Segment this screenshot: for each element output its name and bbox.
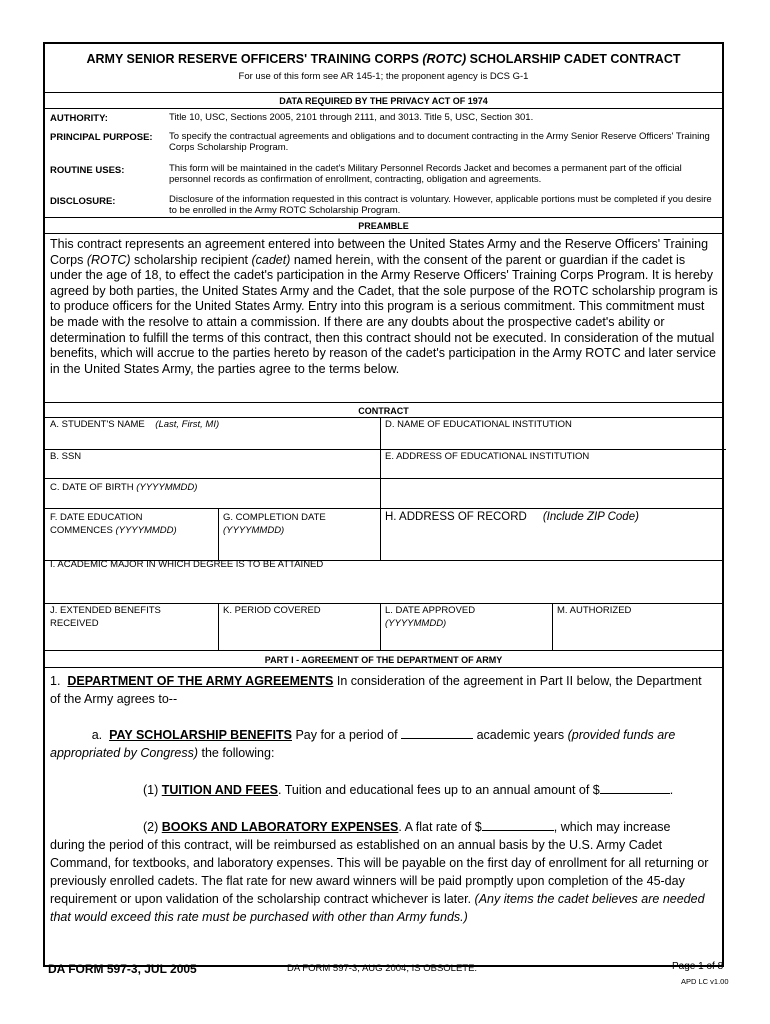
field-date-of-birth[interactable]: C. DATE OF BIRTH (YYYYMMDD) bbox=[50, 482, 198, 493]
divider bbox=[218, 508, 219, 560]
section-1a-2-first-line: (2) BOOKS AND LABORATORY EXPENSES. A flat rate of $ , which may increase bbox=[143, 820, 671, 834]
page-number: Page 1 of 8 bbox=[672, 961, 724, 972]
privacy-heading: DATA REQUIRED BY THE PRIVACY ACT OF 1974 bbox=[279, 96, 488, 106]
field-student-name[interactable]: A. STUDENT'S NAME (Last, First, MI) bbox=[50, 419, 220, 430]
field-extended-benefits[interactable]: J. EXTENDED BENEFITS RECEIVED bbox=[50, 605, 161, 629]
purpose-text: To specify the contractual agreements and obligations and to document contracting in the Army Senior Reserve Officers' Training Corps Scholarship Program. bbox=[169, 131, 710, 153]
contract-heading: CONTRACT bbox=[358, 406, 409, 416]
divider bbox=[45, 402, 722, 403]
divider bbox=[45, 108, 722, 109]
form-title: ARMY SENIOR RESERVE OFFICERS' TRAINING CORPS (ROTC) SCHOLARSHIP CADET CONTRACT bbox=[86, 52, 681, 66]
authority-label: AUTHORITY: bbox=[50, 113, 108, 124]
divider bbox=[45, 478, 722, 479]
field-date-approved[interactable]: L. DATE APPROVED (YYYYMMDD) bbox=[385, 605, 476, 629]
authority-text: Title 10, USC, Sections 2005, 2101 through 2111, and 3013. Title 5, USC, Section 301. bbox=[169, 112, 534, 123]
field-academic-major[interactable]: I. ACADEMIC MAJOR IN WHICH DEGREE IS TO BE ATTAINED bbox=[50, 559, 324, 570]
preamble-heading: PREAMBLE bbox=[358, 221, 409, 231]
divider bbox=[45, 508, 722, 509]
form-frame bbox=[43, 42, 724, 967]
form-subtitle: For use of this form see AR 145-1; the proponent agency is DCS G-1 bbox=[238, 71, 529, 82]
tuition-amount-field[interactable] bbox=[600, 782, 670, 794]
divider bbox=[552, 603, 553, 650]
section-1a-1: (1) TUITION AND FEES. Tuition and educational fees up to an annual amount of $ . bbox=[143, 783, 674, 797]
part1-heading: PART I - AGREEMENT OF THE DEPARTMENT OF ARMY bbox=[264, 655, 503, 665]
field-completion-date[interactable]: G. COMPLETION DATE (YYYYMMDD) bbox=[223, 512, 326, 536]
field-institution-name[interactable]: D. NAME OF EDUCATIONAL INSTITUTION bbox=[385, 419, 572, 430]
obsolete-note: DA FORM 597-3, AUG 2004, IS OBSOLETE. bbox=[287, 963, 478, 974]
divider bbox=[45, 449, 381, 450]
routine-uses-text: This form will be maintained in the cadet's Military Personnel Records Jacket and becomes a permanent part of the official personnel records as confirmation of enrollment, contracting, obligation and agreements. bbox=[169, 163, 682, 185]
field-address-of-record[interactable]: H. ADDRESS OF RECORD (Include ZIP Code) bbox=[385, 511, 639, 523]
disclosure-label: DISCLOSURE: bbox=[50, 196, 116, 207]
field-authorized[interactable]: M. AUTHORIZED bbox=[557, 605, 632, 616]
academic-years-field[interactable] bbox=[401, 727, 473, 739]
disclosure-text: Disclosure of the information requested in this contract is voluntary. However, applicable portions must be completed if you desire to be enrolled in the Army ROTC Scholarship Program. bbox=[169, 194, 712, 216]
divider bbox=[218, 603, 219, 650]
form-id: DA FORM 597-3, JUL 2005 bbox=[48, 962, 197, 976]
section-1a-2-body: during the period of this contract, will be reimbursed as established on an annual basis by the U.S. Army Cadet Command, for textbooks, and laboratory expenses. This will be payable on the first day of enrollment for all returning or previously enrolled cadets. The flat rate for new award winners will be paid promptly upon completion of the 45-day requirement or upon validation of the scholarship contract whichever is later. (Any items the cadet believes are needed that would exceed this rate must be purchased with other than Army funds.) bbox=[50, 838, 709, 924]
section-1: 1. DEPARTMENT OF THE ARMY AGREEMENTS In consideration of the agreement in Part II below, the Department of the Army agrees to-- bbox=[50, 674, 702, 706]
divider bbox=[45, 233, 722, 234]
divider bbox=[45, 650, 722, 651]
field-period-covered[interactable]: K. PERIOD COVERED bbox=[223, 605, 321, 616]
divider bbox=[380, 603, 381, 650]
divider bbox=[45, 217, 722, 218]
section-1a: a. PAY SCHOLARSHIP BENEFITS Pay for a period of academic years (provided funds are appropriated by Congress) the following: bbox=[50, 728, 676, 760]
field-institution-address[interactable]: E. ADDRESS OF EDUCATIONAL INSTITUTION bbox=[385, 451, 590, 462]
routine-uses-label: ROUTINE USES: bbox=[50, 165, 125, 176]
divider bbox=[380, 417, 381, 560]
field-date-education-commences[interactable]: F. DATE EDUCATION COMMENCES (YYYYMMDD) bbox=[50, 512, 177, 536]
divider bbox=[45, 667, 722, 668]
divider bbox=[45, 92, 722, 93]
preamble-text: This contract represents an agreement entered into between the United States Army and the Reserve Officers' Training Corps (ROTC) scholarship recipient (cadet) named herein, with the consent of the parent or guardian if the cadet is under the age of 18, to effect the cadet's participation in the Army Reserve Officers' Training Corps Program. It is hereby agreed by both parties, the United States Army and the Cadet, that the sole purpose of the ROTC scholarship program is to produce officers for the United States Army. Entry into this program is a serious commitment. This commitment must be made with the resolve to attain a commission. If there are any doubts about the prospective cadet's ability or determination to fulfill the terms of this contract, then this contract should not be executed. In consideration of the mutual benefits, which will accrue to the parties hereto by reason of the cadet's participation in the Army ROTC and later service in the United States Army, the parties agree to the terms below. bbox=[50, 237, 718, 376]
books-rate-field[interactable] bbox=[482, 819, 554, 831]
purpose-label: PRINCIPAL PURPOSE: bbox=[50, 132, 153, 143]
field-ssn[interactable]: B. SSN bbox=[50, 451, 82, 462]
version-label: APD LC v1.00 bbox=[681, 977, 729, 986]
